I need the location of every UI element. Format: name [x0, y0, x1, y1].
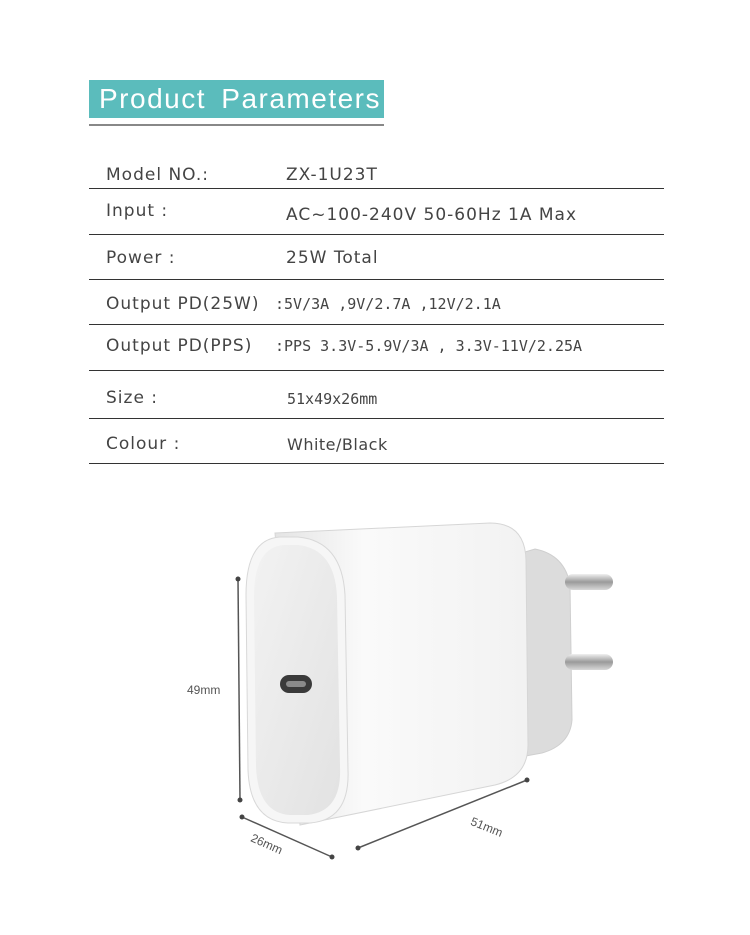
spec-row-input [89, 189, 664, 235]
spec-table [89, 145, 664, 464]
depth-dimension-label: 26mm [248, 830, 285, 858]
height-dimension-line [238, 579, 240, 800]
spec-row-output-pd [89, 280, 664, 325]
section-header [89, 80, 384, 126]
page-title: Product Parameters [99, 83, 381, 114]
spec-value: :5V/3A ,9V/2.7A ,12V/2.1A [275, 295, 501, 313]
charger-illustration [180, 515, 620, 875]
spec-row-model [89, 145, 664, 189]
spec-label: Output PD(25W) [106, 294, 260, 314]
spec-value: :PPS 3.3V-5.9V/3A , 3.3V-11V/2.25A [275, 337, 583, 355]
spec-value: AC~100-240V 50-60Hz 1A Max [286, 205, 578, 225]
spec-label: Colour : [106, 434, 181, 454]
spec-row-colour [89, 419, 664, 464]
height-dimension-label: 49mm [187, 683, 221, 697]
plug-pin-bottom [565, 654, 613, 670]
charger-image [180, 515, 620, 875]
spec-label: Model NO.: [106, 165, 209, 185]
spec-label: Size : [106, 388, 159, 408]
spec-label: Input : [106, 201, 169, 221]
title-banner [89, 80, 384, 118]
plug-pin-top [565, 574, 613, 590]
spec-row-size [89, 371, 664, 419]
spec-value: White/Black [287, 435, 388, 454]
spec-row-output-pps [89, 325, 664, 371]
spec-label: Power : [106, 248, 176, 268]
spec-label: Output PD(PPS) [106, 336, 253, 356]
spec-value: ZX-1U23T [286, 165, 378, 185]
width-dimension-label: 51mm [468, 814, 505, 840]
spec-value: 51x49x26mm [287, 390, 378, 408]
spec-row-power [89, 235, 664, 280]
title-underline [89, 124, 384, 126]
spec-value: 25W Total [286, 248, 379, 268]
